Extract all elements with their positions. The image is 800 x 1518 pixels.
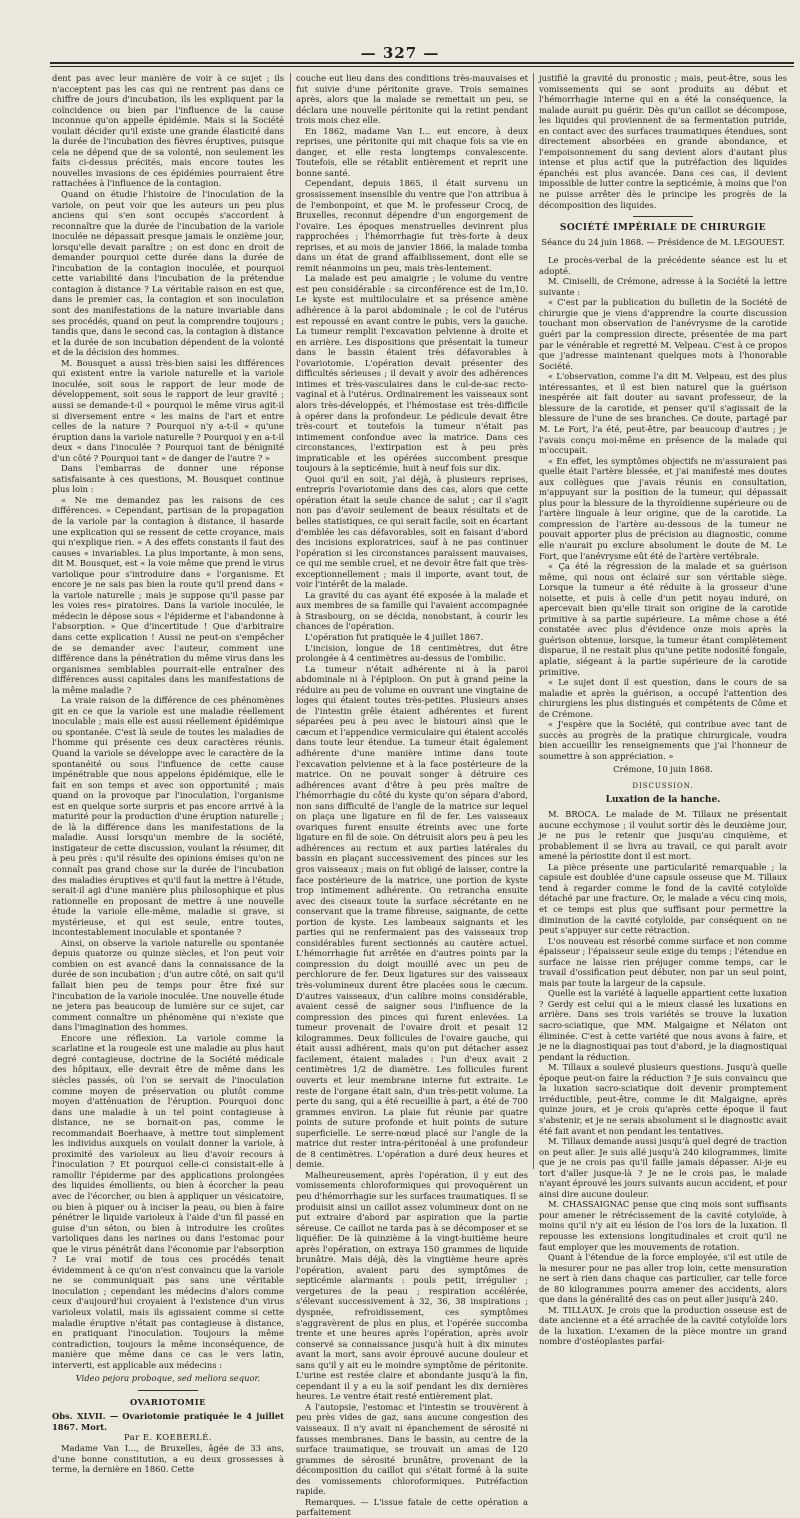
paragraph: A l'autopsie, l'estomac et l'intestin se trouvèrent à peu près vides de gaz, sans aucune congestion des vaisseaux. Il n'y avait ni épanchement de sérosité ni fausses membranes. Dans le bassin, au centre de la surface traumatique, se trouvait un amas de 120 grammes de sérosité brunâtre, provenant de la décomposition du caillot qui s'était formé à la suite des vomissements chloroformiques. Putréfaction rapide. — [296, 1401, 528, 1497]
paragraph: La tumeur n'était adhérente ni à la paroi abdominale ni à l'épiploon. On put à grand peine la réduire au peu de volume en ouvrant une vingtaine de loges qui étaient toutes très-petites. Plusieurs anses de l'intestin grêle étaient adhérentes et furent séparées peu à peu avec le bistouri ainsi que le cæcum et l'appendice vermiculaire qui étaient accolés dans toute leur étendue. La tumeur était également adhérente d'une manière intime dans toute l'excavation pelvienne et à la face postérieure de la matrice. On ne pouvait songer à détruire ces adhérences avant d'être à peu près maître de l'hémorrhagie du côté du kyste qu'on sépara d'abord, non sans difficulté de l'angle de la matrice sur lequel on plaça une ligature en fil de fer. Les vaisseaux ovariques furent ensuite étreints avec une forte ligature en fil de soie. On détruisit alors peu à peu les adhérences au rectum et aux parties latérales du bassin en plaçant successivement des pinces sur les gros vaisseaux ; mais on fut obligé de laisser, contre la face postérieure de la matrice, une portion de kyste trop intimement adhérente. On retrancha ensuite avec des ciseaux toute la surface sécrétante en ne conservant que la trame fibreuse, saignante, de cette portion de kyste. Les lambeaux saignants et les parties qui ne renfermaient pas des vaisseaux trop considérables furent sectionnés au cautère actuel. L'hémorrhagie fut arrêtée en d'autres points par la compression du doigt mouillé avec un peu de perchlorure de fer. Deux ligatures sur des vaisseaux très-volumineux durent être placées sous le cæcum. D'autres vaisseaux, d'un calibre moins considérable, avaient cessé de saigner sous l'influence de la compression des pinces qui furent enlevées. La tumeur provenait de l'ovaire droit et pesait 12 kilogrammes. Deux follicules de l'ovaire gauche, qui était aussi adhérent, mais qu'on put détacher assez facilement, étaient malades : l'un d'eux avait 2 centimètres 1/2 de diamètre. Les follicules furent ouverts et leur membrane interne fut extraite. Le reste de l'organe était sain, d'un très-petit volume. La perte du sang, qui a été recueillie à part, a été de 700 grammes environ. La plaie fut réunie par quatre points de suture profonde et huit points de suture superficielle. Le serre-nœud placé sur l'angle de la matrice dut rester intra-péritonéal à une profondeur de 8 centimètres. L'opération a duré deux heures et demie. — [296, 663, 528, 1170]
observation-author: Par E. KOEBERLÉ. — [124, 1432, 212, 1443]
text-column-3 — [539, 73, 787, 1347]
paragraph: La gravité du cas ayant été exposée à la malade et aux membres de sa famille qui l'avaient accompagnée à Strasbourg, on se décida, nonobstant, à courir les chances de l'opération. — [296, 589, 528, 632]
paragraph: La vraie raison de la différence de ces phénomènes git en ce que la variole est une maladie réellement inoculable ; mais elle est aussi réellement épidémique ou spontanée. C'est là seule de toutes les maladies de l'homme qui présente ces deux caractères réunis. Quand la variole se développe avec le caractère de la spontanéité ou sous l'influence de cette cause impénétrable que nous appelons épidémique, elle le fait en son temps et avec son opportunité ; mais quand on la provoque par l'inoculation, l'organisme est en quelque sorte surpris et pas encore arrivé à la maturité pour la production d'une éruption naturelle ; de là la différence dans les manifestations de la maladie. Aussi lorsqu'un membre de la société, instigateur de cette discussion, voulant la résumer, dit à peu près : qu'il résulte des opinions émises qu'on ne connaît pas grand chose sur la durée de l'incubation des maladies éruptives et qu'il faut la mettre à l'étude, serait-il agi d'une manière plus philosophique et plus rationnelle en proposant de mettre à une nouvelle étude la variole elle-même, maladie si grave, si mystérieuse, et qui est seule, entre toutes, incontestablement inoculable et spontanée ? — [52, 695, 284, 938]
paragraph: M. TILLAUX. Je crois que la production osseuse est de date ancienne et a été arrachée de la cavité cotyloïde lors de la luxation. L'examen de la pièce montre un grand nombre d'ostéoplastes parfai- — [539, 1304, 787, 1347]
paragraph: L'opération fut pratiquée le 4 juillet 1867. — [305, 631, 484, 642]
paragraph: Le procès-verbal de la précédente séance est lu et adopté. — [539, 255, 787, 276]
discussion-heading: DISCUSSION. — [632, 782, 694, 790]
paragraph: M. Bousquet a aussi très-bien saisi les différences qui existent entre la variole naturelle et la variole inoculée, soit sous le rapport de leur mode de développement, soit sous le rapport de leur gravité ; aussi se demande-t-il « pourquoi le même virus agit-il si diversement entre « les mains de l'art et entre celles de la nature ? Pourquoi n'y a-t-il « qu'une éruption dans la variole naturelle ? Pourquoi y en a-t-il deux « dans l'inoculée ? Pourquoi tant de bénignité d'un côté ? Pourquoi tant « de danger de l'autre ? » — [52, 357, 284, 463]
observation-heading — [52, 1411, 284, 1432]
latin-quote: Video pejora proboque, sed meliora sequor. — [75, 1373, 261, 1384]
section-divider — [138, 1390, 198, 1391]
paragraph: « C'est par la publication du bulletin de la Société de chirurgie que je viens d'apprendre la courte discussion touchant mon observation de l'anévrysme de la carotide guéri par la compression directe, présentée de ma part par le vénérable et regretté M. Velpeau. C'est à ce propos que j'adresse maintenant quelques mots à l'honorable Société. — [539, 297, 787, 371]
header-rule-thin — [50, 66, 794, 67]
paragraph: « L'observation, comme l'a dit M. Velpeau, est des plus intéressantes, et il est bien naturel que la guérison inespérée ait fait douter au savant professeur, de la blessure de la carotide, et penser qu'il s'agissait de la blessure de l'une de ses branches. Ce doute, partagé par M. Le Fort, l'a été, peut-être, par beaucoup d'autres ; je l'avais conçu moi-même en présence de la malade qui m'occupait. — [539, 371, 787, 456]
section-divider — [633, 216, 693, 217]
paragraph: justifié la gravité du pronostic ; mais, peut-être, sous les vomissements qui se sont produits au début et l'hémorrhagie interne qui en a été la conséquence, la malade aurait pu guérir. Dès qu'un caillot se décompose, les liquides qui proviennent de sa fermentation putride, en contact avec des surfaces traumatiques étendues, sont directement absorbées en grande abondance, et l'empoisonnement du sang devient alors d'autant plus intense et plus actif que la putréfaction des liquides épanchés est plus avancée. Dans ces cas, il devient impossible de lutter contre la septicémie, à moins que l'on ne puisse arrêter dès le principe les progrès de la décomposition des liquides. — [539, 73, 787, 210]
header-rule — [50, 62, 794, 64]
paragraph: En 1862, madame Van I... eut encore, à deux reprises, une péritonite qui mit chaque fois sa vie en danger, et elle resta longtemps convalescente. Toutefois, elle se rétablit entièrement et reprit une bonne santé. — [296, 125, 528, 178]
society-heading: SOCIÉTÉ IMPÉRIALE DE CHIRURGIE — [559, 223, 767, 234]
observation-label: Obs. XLVII. — — [52, 1411, 119, 1422]
paragraph: Encore une réflexion. La variole comme la scarlatine et la rougeole est une maladie au plus haut degré contagieuse, doctrine de la Société médicale des hôpitaux, elle devrait être de même dans les siècles passés, où l'on se servait de l'inoculation comme moyen de préservation ou plutôt comme moyen d'atténuation de l'éruption. Pourquoi donc dans une maladie à un tel point contagieuse à distance, ne se bornait-on pas, comme le recommandait Boerhaave, à mettre tout simplement les individus auxquels on voulait donner la variole, à proximité des varioleux au lieu d'avoir recours à l'inoculation ? Et pourquoi celle-ci consistait-elle à ramollir l'épiderme par des applications prolongées des liquides émollients, ou bien à écorcher la peau avec de l'écorcher, ou bien à appliquer un vésicatoire, ou bien à piquer ou à inciser la peau, ou bien à faire pénétrer le liquide varioleux à l'aide d'un fil passé en guise d'un séton, ou bien à introduire les croûtes varioliques dans les narines ou dans l'estomac pour que le virus pénétrât dans l'économie par l'absorption ? Le vrai motif de tous ces procédés tenait évidemment à ce qu'on n'est convaincu que la variole ne se communiquait pas sans une véritable inoculation ; cependant les médecins d'alors comme ceux d'aujourd'hui croyaient à l'existence d'un virus varioleux volatil, mais ils agissaient comme si cette maladie éruptive n'était pas contagieuse à distance, en pratiquant l'inoculation. Toujours la même contradiction, toujours la même inconséquence, de manière que même dans ce cas le vers latin, interverti, est applicable aux médecins : — [52, 1032, 284, 1370]
paragraph: Ainsi, on observe la variole naturelle ou spontanée depuis quatorze ou quinze siècles, et l'on peut voir combien on est avancé dans la connaissance de la durée de son incubation ; d'un autre côté, on sait qu'il fallait bien peu de temps pour être fixé sur l'incubation de la variole inoculée. Une nouvelle étude ne jetera pas beaucoup de lumière sur ce sujet, car comment connaître un phénomène qui n'existe que dans l'imagination des hommes. — [52, 937, 284, 1033]
paragraph: Quant à l'étendue de la force employée, s'il est utile de la mesurer pour ne pas aller trop loin, cette mensuration ne sert à rien dans chaque cas particulier, car telle force de 80 kilogrammes pourra amener des accidents, alors que dans la généralité des cas on peut aller jusqu'à 240. — [539, 1252, 787, 1305]
session-heading: Séance du 24 juin 1868. — Présidence de M. LEGOUEST. — [541, 236, 785, 247]
paragraph: La pièce présente une particularité remarquable ; la capsule est doublée d'une capsule osseuse que M. Tillaux tend à regarder comme le fond de la cavité cotyloïde détaché par une fracture. Or, le malade a vécu cinq mois, et ce temps est plus que suffisant pour permettre la diminution de la cavité cotyloïde, par conséquent on ne peut s'appuyer sur cette rétraction. — [539, 861, 787, 936]
paragraph: « En effet, les symptômes objectifs ne m'assuraient pas quelle était l'artère blessée, et j'ai manifesté mes doutes aux collègues que j'avais réunis en consultation, m'appuyant sur la position de la tumeur, qui dépassait plus pour la blessure de la thyroïdienne supérieure ou de l'artère linguale à leur origine, que de la carotide. La compression de l'artère au-dessous de la tumeur ne pouvait apporter plus de précision au diagnostic, comme elle n'aurait pu exclure absolument le doute de M. Le Fort, que l'anévrysme eût été de l'artère vertébrale. — [539, 455, 787, 561]
paragraph: Quand on étudie l'histoire de l'inoculation de la variole, on peut voir que les auteurs un peu plus anciens qui s'en sont occupés s'accordent à reconnaître que la durée de l'incubation de la variole inoculée ne dépassait presque jamais le onzième jour, lorsqu'elle devait paraître ; on est donc en droit de demander pourquoi cette durée dans la durée de l'incubation de la contagion inoculée, et pourquoi cette variabilité dans l'incubation de la prétendue contagion à distance ? La véritable raison en est que, dans le premier cas, la contagion et son inoculation sont des manifestations de la nature invariable dans ses procédés, quand on peut la comprendre toujours ; tandis que, dans le second cas, la contagion à distance et la durée de son incubation dépendent de la volonté et de la décision des hommes. — [52, 189, 284, 358]
paragraph: Cependant, depuis 1865, il était survenu un grossissement insensible du ventre que l'on attribua à de l'embonpoint, et que M. le professeur Crocq, de Bruxelles, reconnut dépendre d'un engorgement de l'ovaire. Les époques menstruelles devinrent plus rapprochées ; l'hémorrhagie fut très-forte à deux reprises, et au mois de janvier 1866, la malade tomba dans un état de grand affaiblissement, dont elle se remit néanmoins un peu, mais très-lentement. — [296, 178, 528, 273]
column-divider-2 — [533, 73, 534, 1169]
paragraph: M. BROCA. Le malade de M. Tillaux ne présentait aucune ecchymose ; il voulut sortir dès le deuxième jour, je ne pus le retenir que jusqu'au cinquième, et probablement il se livra au travail, ce qui paraît avoir amené la périostite dont il est mort. — [539, 809, 787, 862]
column-divider-1 — [290, 73, 291, 1169]
paragraph: L'os nouveau est résorbé comme surface et non comme épaisseur ; l'épaisseur seule exige du temps ; l'étendue en surface ne laisse rien préjuger comme temps, car le travail d'ossification peut débuter, non par un seul point, mais par toute la largeur de la capsule. — [539, 935, 787, 988]
subject-heading: Luxation de la hanche. — [605, 794, 721, 805]
text-column-1 — [52, 73, 284, 1475]
paragraph: La malade est peu amaigrie ; le volume du ventre est peu considérable : sa circonférence est de 1m,10. Le kyste est multiloculaire et sa présence amène adhérence à la paroi abdominale ; le col de l'utérus est repoussé en avant contre le pubis, vers la gauche. La tumeur remplit l'excavation pelvienne à droite et en arrière. Les dispositions que présentait la tumeur dans le bassin étaient très défavorables à l'ovariotomie. L'opération devait présenter des difficultés sérieuses ; il devait y avoir des adhérences intimes et très-vasculaires dans le cul-de-sac recto-vaginal et à l'utérus. Ordinairement les vaisseaux sont alors très-développés, et l'hémostase est très-difficile à opérer dans la profondeur. Le pédicule devait être très-court et toutefois la tumeur n'était pas intimement confondue avec la matrice. Dans ces circonstances, l'extirpation est à peu près impraticable et les opérées succombent presque toujours à la septicémie, huit à neuf fois sur dix. — [296, 273, 528, 474]
section-title: OVARIOTOMIE — [129, 1396, 206, 1407]
paragraph: M. Tillaux demande aussi jusqu'à quel degré de traction on peut aller. Je suis allé jusqu'à 240 kilogrammes, limite que je ne crois pas qu'il faille jamais dépasser. Ai-je eu tort d'aller jusque-là ? Je ne le crois pas, le malade n'ayant éprouvé les jours suivants aucun accident, et pour ainsi dire aucune douleur. — [539, 1136, 787, 1199]
page-number: — 327 — — [360, 44, 440, 62]
paragraph: dent pas avec leur manière de voir à ce sujet ; ils n'acceptent pas les cas qui ne rentrent pas dans ce chiffre de jours d'incubation, ils les expliquent par la coïncidence ou bien par l'influence de la cause inconnue qu'on appelle épidémie. Mais si la Société voulait décider qu'il existe une grande élasticité dans la durée de l'incubation des fièvres éruptives, puisque cela ne dépend que de sa volonté, non seulement les faits ci-dessus précités, mais encore toutes les nouvelles invasions de ces épidémies pourraient être rattachées à l'influence de la contagion. — [52, 73, 284, 189]
paragraph: « J'espère que la Société, qui contribue avec tant de succès au progrès de la pratique chirurgicale, voudra bien accueillir les renseignements que j'ai l'honneur de soumettre à son appréciation. » — [539, 719, 787, 761]
paragraph: L'incision, longue de 18 centimètres, dut être prolongée à 4 centimètres au-dessus de l'ombilic. — [296, 642, 528, 664]
paragraph: M. Tillaux a soulevé plusieurs questions. Jusqu'à quelle époque peut-on faire la réduction ? Je suis convaincu que la luxation sacro-sciatique doit devenir promptement irréductible, peut-être, comme le dit Malgaigne, après quinze jours, et je crois qu'après cette époque il faut s'abstenir, et je ne serais absolument si le diagnostic avait été fait avant et non pendant les tentatives. — [539, 1062, 787, 1136]
paragraph: Quelle est la variété à laquelle appartient cette luxation ? Gerdy est celui qui a le mieux classé les luxations en arrière. Dans ses trois variétés se trouve la luxation sacro-sciatique, que MM. Malgaigne et Nélaton ont éliminée. C'est à cette variété que nous avons à faire, et je ne la diagnostiquai pas tout d'abord, je la diagnostiquai pendant la réduction. — [539, 988, 787, 1062]
paragraph: M. CHASSAIGNAC pense que cinq mois sont suffisants pour amener le rétrécissement de la cavité cotyloïde, à moins qu'il n'y ait eu lésion de l'os lors de la luxation. Il repousse les extensions longitudinales et croit qu'il ne faut employer que les mouvements de rotation. — [539, 1199, 787, 1252]
paragraph: Dans l'embarras de donner une réponse satisfaisante à ces questions, M. Bousquet continue plus loin : — [52, 463, 284, 495]
paragraph: Malheureusement, après l'opération, il y eut des vomissements chloroformiques qui provoquèrent un peu d'hémorrhagie sur les surfaces traumatiques. Il se produisit ainsi un caillot assez volumineux dont on ne put extraire d'abord par aspiration que la partie séreuse. Ce caillot ne tarda pas à se décomposer et se liquéfier. De là quinzième à la vingt-huitième heure après l'opération, on extraya 150 grammes de liquide brunâtre. Mais déjà, dès la vingtième heure après l'opération, avaient paru des symptômes de septicémie alarmants : pouls petit, irrégulier ; vergetures de la peau ; respiration accélérée, s'élevant successivement à 32, 36, 38 inspirations ; dyspnée, refroidissement, ces symptômes s'aggravèrent de plus en plus, et l'opérée succomba trente et une heures après l'opération, après avoir conservé sa connaissance jusqu'à huit à dix minutes avant la mort, sans avoir éprouvé aucune douleur et sans qu'il y ait eu le moindre symptôme de péritonite. L'urine est restée claire et abondante jusqu'à la fin, cependant il y a eu la soif pendant les dix dernières heures. Le ventre était resté entièrement plat. — [296, 1169, 528, 1402]
text-column-2 — [296, 73, 528, 1518]
letter-signature: Crémone, 10 juin 1868. — [613, 764, 713, 775]
paragraph: Madame Van I..., de Bruxelles, âgée de 33 ans, d'une bonne constitution, a eu deux grossesses à terme, la dernière en 1860. Cette — [52, 1443, 284, 1475]
paragraph: M. Ciniselli, de Crémone, adresse à la Société la lettre suivante : — [539, 276, 787, 297]
paragraph: couche eut lieu dans des conditions très-mauvaises et fut suivie d'une péritonite grave. Trois semaines après, alors que la malade se remettait un peu, se déclara une nouvelle péritonite qui la retint pendant trois mois chez elle. — [296, 73, 528, 126]
paragraph: « Le sujet dont il est question, dans le cours de sa maladie et après la guérison, a occupé l'attention des chirurgiens les plus distingués et compétents de Côme et de Crémone. — [539, 677, 787, 719]
paragraph-remarks: Remarques. — L'issue fatale de cette opération a parfaitement — [296, 1496, 528, 1518]
paragraph: Quoi qu'il en soit, j'ai déjà, à plusieurs reprises, entrepris l'ovariotomie dans des cas, alors que cette opération était la seule chance de salut ; car il s'agit non pas d'avoir seulement de beaux résultats et de belles statistiques, ce qui serait facile, soit en écartant d'emblée les cas défavorables, soit en faisant d'abord des incisions exploratrices, sauf à ne pas continuer l'opération si les circonstances paraissent mauvaises, ce qui me semble cruel, et ne devoir être fait que très-exceptionnellement ; mais il importe, avant tout, de voir l'intérêt de la malade. — [296, 473, 528, 590]
observation-title: Ovariotomie pratiquée le 4 juillet 1867. Mort. — [52, 1411, 284, 1432]
paragraph: « Ça été la régression de la malade et sa guérison même, qui nous ont éclairé sur son véritable siège. Lorsque la tumeur a été réduite à la grosseur d'une noisette, et puis à celle d'un petit noyau induré, on apercevait bien qu'elle tirait son origine de la carotide primitive à sa partie supérieure. La même chose a été constatée avec plus d'évidence onze mois après la guérison obtenue, lorsque, la tumeur étant complètement disparue, il ne restait plus qu'une petite nodosité fongale, aplatie, siégeant à la partie supérieure de la carotide primitive. — [539, 561, 787, 677]
paragraph: « Ne me demandez pas les raisons de ces différences. » Cependant, partisan de la propagation de la variole par la contagion à distance, il hasarde une explication qui se ressent de cette croyance, mais qui n'explique rien. « A des effets constants il faut des causes « invariables. La plus importante, à mon sens, dit M. Bousquet, est « la voie même que prend le virus variolique pour s'introduire dans « l'organisme. Et encore je ne sais pas bien la route qu'il prend dans « la variole naturelle ; mais je suppose qu'il passe par les voies res« piratoires. Dans la variole inoculée, le médecin le dépose sous « l'épiderme et l'abandonne à l'absorption. » Que d'incertitude ! Que d'arbitraire dans cette explication ! Aussi ne peut-on s'empêcher de se demander avec l'auteur, comment une différence dans la pénétration du même virus dans les organismes semblables pourrait-elle entraîner des différences aussi capitales dans les manifestations de la même maladie ? — [52, 494, 284, 695]
